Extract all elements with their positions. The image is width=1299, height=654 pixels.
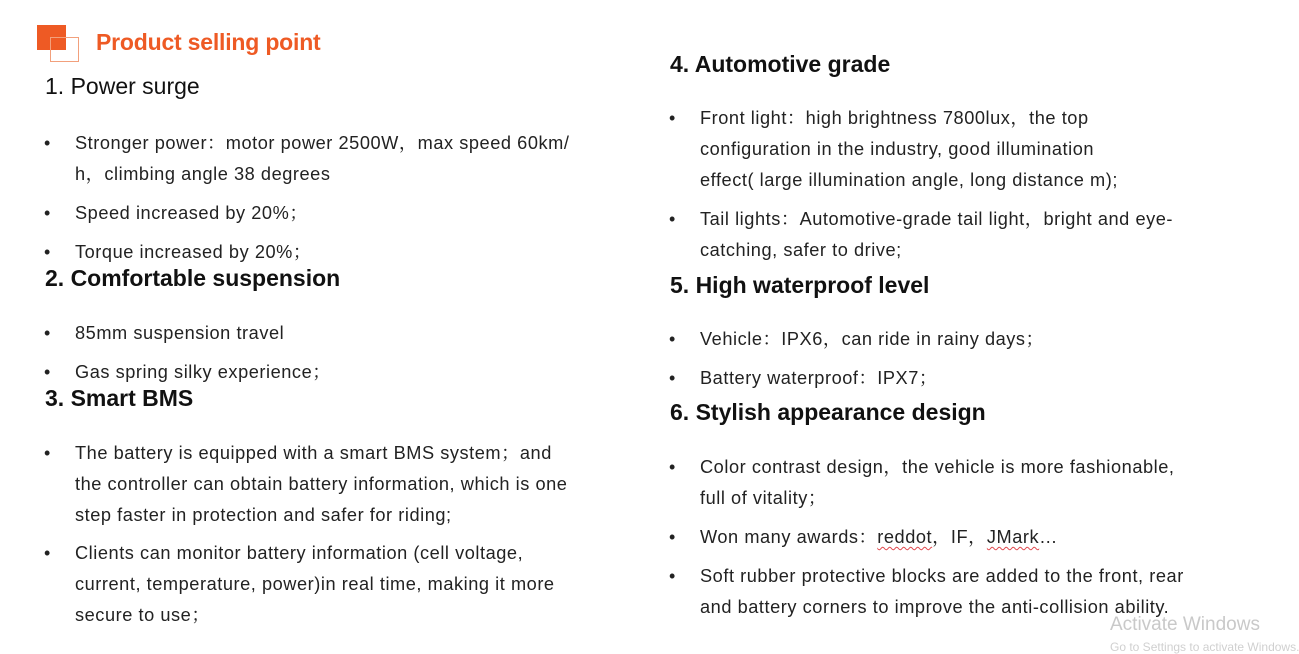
activate-windows-subtext: Go to Settings to activate Windows.: [1110, 640, 1299, 654]
list-item: • Won many awards：reddot，IF，JMark…: [700, 522, 1058, 553]
section-heading-comfortable-suspension: 2. Comfortable suspension: [45, 265, 341, 291]
section-heading-stylish-appearance-design: 6. Stylish appearance design: [670, 399, 986, 425]
spellcheck-underline: JMark: [986, 527, 1040, 547]
list-item: • Clients can monitor battery information (cell voltage, current, temperature, power)in real time, making it more secure to use；: [44, 543, 555, 625]
section-heading-power-surge: 1. Power surge: [45, 73, 200, 99]
page-title: Product selling point: [96, 29, 321, 55]
list-item: • The battery is equipped with a smart BMS system；and the controller can obtain battery information, which is one step faster in protection and safer for riding;: [44, 443, 568, 525]
list-item: • Vehicle：IPX6，can ride in rainy days；: [669, 329, 1045, 349]
brand-logo-icon: [37, 25, 83, 65]
list-item: • Stronger power：motor power 2500W，max speed 60km/ h，climbing angle 38 degrees: [44, 133, 570, 184]
list-item: • Speed increased by 20%；: [44, 203, 309, 223]
list-item: • Battery waterproof：IPX7；: [669, 368, 938, 388]
spellcheck-underline: reddot: [877, 527, 933, 547]
list-item: • Front light：high brightness 7800lux，the top configuration in the industry, good illumination effect( large illumination angle, long distance m);: [669, 108, 1118, 190]
list-item: • Gas spring silky experience；: [44, 362, 331, 382]
activate-windows-watermark: Activate Windows: [1110, 614, 1260, 635]
section-heading-high-waterproof-level: 5. High waterproof level: [670, 272, 930, 298]
section-heading-smart-bms: 3. Smart BMS: [45, 385, 194, 411]
section-heading-automotive-grade: 4. Automotive grade: [670, 51, 891, 77]
list-item: • Torque increased by 20%；: [44, 242, 312, 262]
list-item: • 85mm suspension travel: [44, 323, 285, 343]
list-item: • Color contrast design，the vehicle is more fashionable, full of vitality；: [669, 457, 1175, 508]
list-item: • Tail lights：Automotive-grade tail light，bright and eye- catching, safer to drive;: [669, 209, 1174, 260]
awards-line: Won many awards：reddot，IF，JMark…: [700, 527, 1058, 547]
list-item: • Soft rubber protective blocks are added to the front, rear and battery corners to improve the anti-collision ability.: [669, 566, 1184, 617]
